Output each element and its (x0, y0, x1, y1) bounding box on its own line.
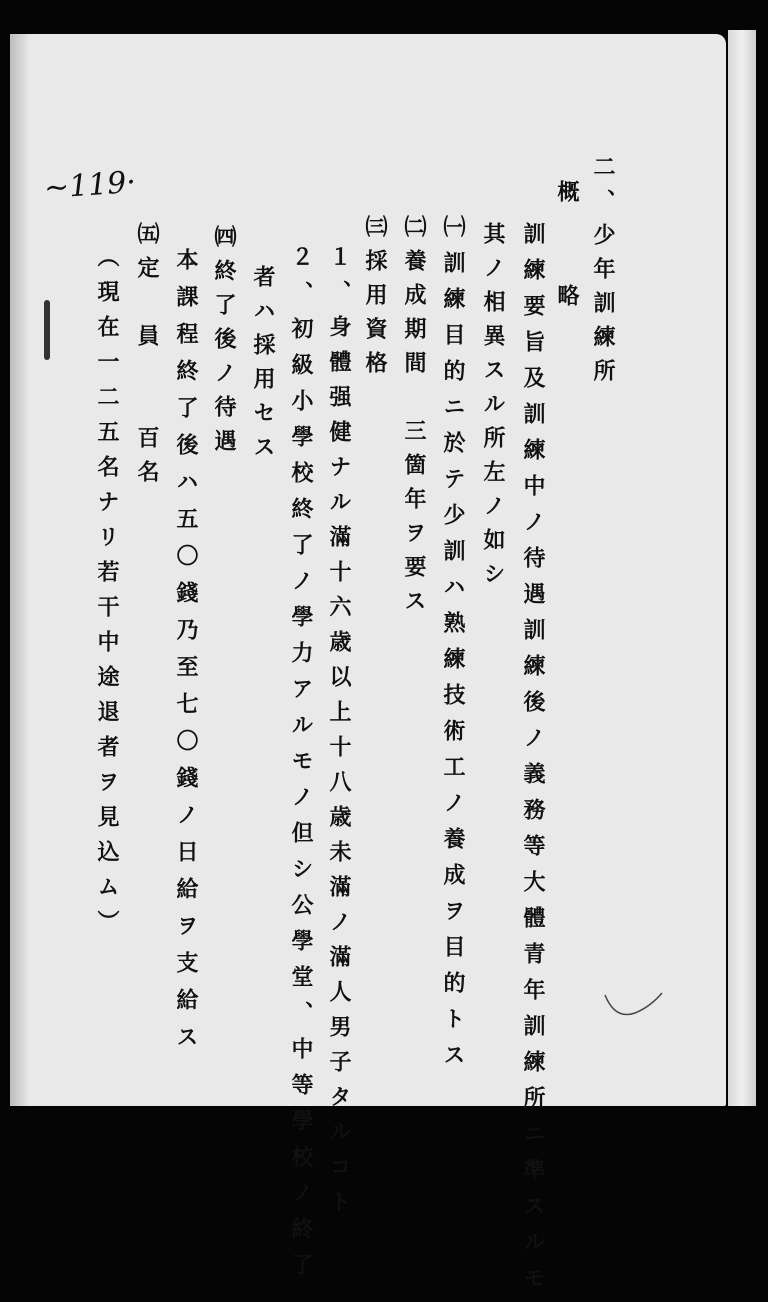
text-column-3: ㈠訓練目的ニ於テ少訓ハ熟練技術工ノ養成ヲ目的トス (440, 215, 466, 1079)
page-edge (728, 30, 756, 1106)
text-column-4: ㈡養成期間 三箇年ヲ要ス (401, 215, 427, 623)
text-column-8: 者ハ採用セス (250, 265, 276, 469)
gaiyaku-label: 概 略 (554, 180, 580, 336)
text-column-9: ㈣終了後ノ待遇 (211, 225, 237, 463)
section-heading: 二、少年訓練所 (590, 155, 616, 393)
text-column-10: 本課程終了後ハ五〇錢乃至七〇錢ノ日給ヲ支給ス (173, 248, 199, 1062)
text-column-11: ㈤定 員 百名 (134, 222, 160, 494)
pencil-scribble (600, 985, 670, 1025)
text-column-5: ㈢採用資格 (362, 215, 388, 385)
text-column-2: 其ノ相異スル所左ノ如シ (480, 222, 506, 596)
handwritten-page-number: ~119· (42, 164, 138, 207)
ink-mark (44, 300, 50, 360)
annotation-text: 119 (67, 165, 128, 205)
text-column-12: （現在一二五名ナリ若干中途退者ヲ見込ム） (94, 245, 120, 945)
text-column-1: 訓練要旨及訓練中ノ待遇訓練後ノ義務等大體青年訓練所ニ準スルモ (520, 222, 546, 1302)
text-column-7: ２、初級小學校終了ノ學力アルモノ但シ公學堂、中等學校ノ終了 (288, 245, 314, 1289)
text-column-6: １、身體强健ナル滿十六歳以上十八歳未滿ノ滿人男子タルコト (326, 245, 352, 1225)
